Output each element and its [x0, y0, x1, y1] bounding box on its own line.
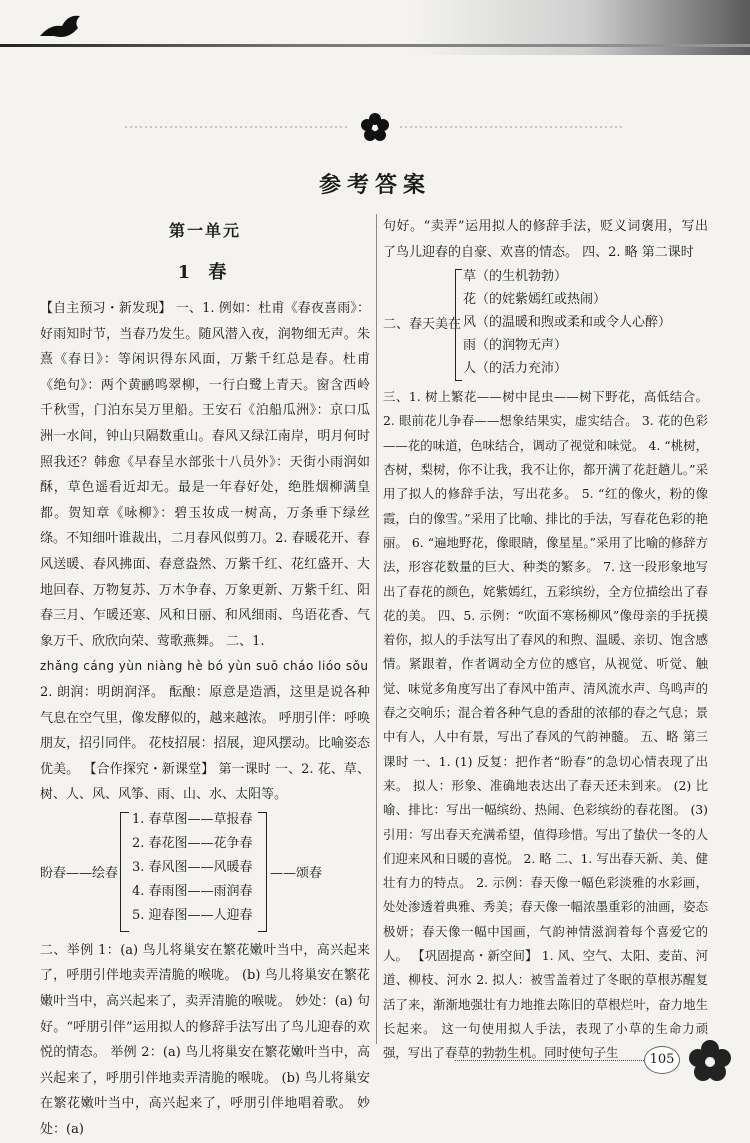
diagram-item: 5. 迎春图——人迎春: [132, 907, 253, 923]
left-column: [40, 296, 370, 1143]
lesson-heading: 1 春: [177, 262, 233, 283]
spring-item: 草（的生机勃勃）: [463, 269, 568, 285]
page-title: 参考答案: [318, 172, 431, 198]
spring-item: 雨（的润物无声）: [463, 338, 568, 354]
answer-paragraph-1: 【自主预习・新发现】 一、1. 例如：杜甫《春夜喜雨》：好雨知时节，当春乃发生。随风潜入夜，润物细无声。朱熹《春日》：等闲识得东风面，万紫千红总是春。杜甫《绝句》：两个黄鹂鸣翠柳，一行白鹭上青天。窗含西岭千秋雪，门泊东吴万里船。王安石《泊船瓜洲》：京口瓜洲一水间，钟山只隔数重山。春风又绿江南岸，明月何时照我还？韩愈《早春呈水部张十八员外》：天街小雨润如酥，草色遥看近却无。最是一年春好处，绝胜烟柳满皇都。贺知章《咏柳》：碧玉妆成一树高，万条垂下绿丝绦。不知细叶谁裁出，二月春风似剪刀。2. 春暖花开、春风送暖、春风拂面、春意盎然、万紫千红、花红盛开、大地回春、万物复苏、万木争春、万象更新、万紫千红、阳春三月、乍暖还寒、风和日丽、和风细雨、鸟语花香、气象万千、欣欣向荣、莺歌燕舞。 二、1.: [40, 301, 370, 649]
diagram-end: ——颂春: [270, 865, 323, 881]
diagram-item: 1. 春草图——草报春: [132, 811, 253, 827]
pinyin-line: zhǎng cáng yùn niàng hè bó yùn suō cháo lióo sǒu: [40, 659, 369, 674]
answer-paragraph-4: 句好。“卖弄”运用拟人的修辞手法，贬义词褒用，写出了鸟儿迎春的自豪、欢喜的情态。 四、2. 略 第二课时: [383, 219, 708, 260]
diagram-item: 2. 春花图——花争春: [132, 835, 253, 851]
unit-heading: 第一单元: [168, 221, 241, 240]
diagram-brace-left: [120, 812, 129, 932]
answer-paragraph-5: 三、1. 树上繁花——树中昆虫——树下野花，高低结合。 2. 眼前花儿争春——想象结果实，虚实结合。 3. 花的色彩——花的味道，色味结合，调动了视觉和味觉。 4. “桃树，杏树，梨树，你不让我，我不让你，都开满了花赶趟儿。”采用了拟人的修辞手法，写出花多。 5. “红的像火，粉的像霞，白的像雪。”采用了比喻、排比的手法，写春花色彩的艳丽。 6. “遍地野花，像眼睛，像星星。”采用了比喻的修辞方法，形容花数量的巨大、种类的繁多。 7. 这一段形象地写出了春花的颜色，姹紫嫣红，五彩缤纷，全方位描绘出了春花的美。 四、5. 示例：“吹面不寒杨柳风”像母亲的手抚摸着你，拟人的手法写出了春风的和煦、温暖、亲切、饱含感情。紧跟着，作者调动全方位的感官，从视觉、听觉、触觉、味觉多角度写出了春风中笛声、清风流水声、鸟鸣声的春之交响乐；混合着各种气息的香甜的浓郁的春之气息；景中有人，人中有景，写出了春风的气韵神髓。 五、略 第三课时 一、1. (1) 反复：把作者“盼春”的急切心情表现了出来。 拟人：形象、准确地表达出了春天还未到来。 (2) 比喻、排比：写出一幅缤纷、热闹、色彩缤纷的春花图。 (3) 引用：写出春天充满希望，值得珍惜。写出了蛰伏一冬的人们迎来风和日暖的喜悦。 2. 略 二、1. 写出春天新、美、健壮有力的特点。 2. 示例：春天像一幅色彩淡雅的水彩画，处处渗透着典雅、秀美；春天像一幅浓墨重彩的油画，姿态极妍；春天像一幅中国画，气韵神情滋润着每个喜爱它的人。 【巩固提高・新空间】 1. 风、空气、太阳、麦苗、河道、柳枝、河水 2. 拟人：被雪盖着过了冬眠的草根苏醒复活了来，渐渐地强壮有力地推去陈旧的草根烂叶，奋力地生长起来。 这一句使用拟人手法，表现了小草的生命力顽强，写出了春草的勃勃生机。同时使句子生: [383, 389, 708, 1061]
diagram-root: 盼春——绘春: [40, 865, 119, 881]
spring-item: 花（的姹紫嫣红或热闹）: [463, 292, 607, 308]
spring-item: 风（的温暖和煦或柔和或令人心醉）: [463, 315, 672, 331]
spring-item: 人（的活力充沛）: [463, 361, 568, 377]
diagram-brace-right: [258, 812, 267, 932]
flower-ornament-icon: [125, 110, 625, 144]
bird-logo-icon: [38, 10, 84, 42]
header-rule: [0, 44, 750, 47]
answer-paragraph-3: 二、举例 1：(a) 鸟儿将巢安在繁花嫩叶当中，高兴起来了，呼朋引伴地卖弄清脆的喉咙。 (b) 鸟儿将巢安在繁花嫩叶当中，高兴起来了，卖弄清脆的喉咙。 妙处：(a) 句好。“呼朋引伴”运用拟人的修辞手法写出了鸟儿迎春的欢悦的情态。 举例 2：(a) 鸟儿将巢安在繁花嫩叶当中，高兴起来了，呼朋引伴地卖弄清脆的喉咙。 (b) 鸟儿将巢安在繁花嫩叶当中，高兴起来了，呼朋引伴地唱着歌。 妙处：(a): [40, 942, 370, 1138]
right-column: [383, 214, 708, 1066]
diagram-item: 4. 春雨图——雨润春: [132, 883, 253, 899]
spring-lead: 二、春天美在: [383, 317, 462, 333]
answer-paragraph-2: 2. 朗润：明朗润泽。 酝酿：原意是造酒，这里是说各种气息在空气里，像发酵似的，越来越浓。 呼朋引伴：呼唤朋友，招引同伴。 花枝招展：招展，迎风摆动。比喻姿态优美。 【合作探究・新课堂】 第一课时 一、2. 花、草、树、人、风、风筝、雨、山、水、太阳等。: [40, 684, 370, 803]
column-divider: [376, 214, 377, 1044]
structure-diagram: [40, 808, 370, 938]
footer-rule: [455, 1060, 660, 1061]
page-number: 105: [644, 1046, 680, 1074]
spring-brace: [455, 269, 462, 381]
spring-beauty-diagram: [383, 265, 708, 385]
corner-flower-icon: [680, 1036, 740, 1086]
diagram-item: 3. 春风图——风暖春: [132, 859, 253, 875]
